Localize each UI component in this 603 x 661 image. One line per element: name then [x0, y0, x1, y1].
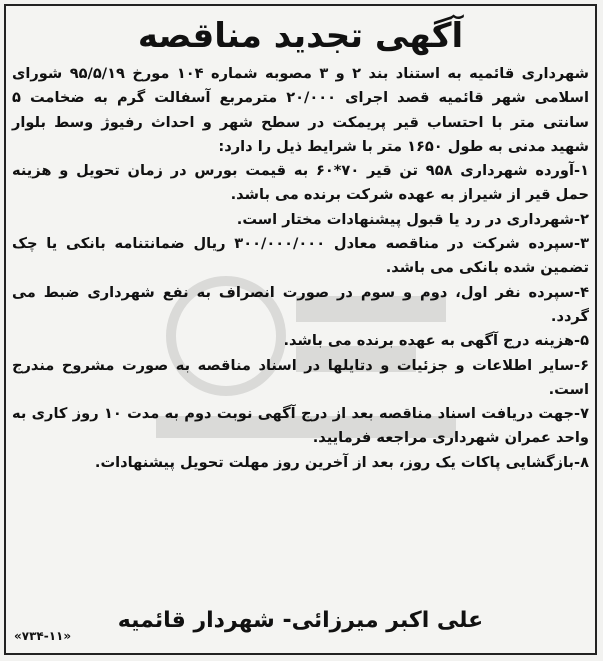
signature: علی اکبر میرزائی- شهردار قائمیه: [117, 608, 484, 633]
notice-frame: [4, 4, 597, 655]
notice-content: [12, 10, 589, 649]
notice-code: «۷۳۴-۱۱»: [14, 629, 72, 643]
condition-item-2: ۲-شهرداری در رد یا قبول پیشنهادات مختار است.: [236, 210, 589, 228]
condition-item-5: ۵-هزینه درج آگهی به عهده برنده می باشد.: [283, 332, 589, 350]
condition-item-4: ۴-سپرده نفر اول، دوم و سوم در صورت انصراف به نفع شهرداری ضبط می گردد.: [12, 283, 589, 325]
notice-title: آگهی تجدید مناقصه: [137, 16, 464, 56]
notice-intro: شهرداری قائمیه به استناد بند ۲ و ۳ مصوبه شماره ۱۰۴ مورخ ۹۵/۵/۱۹ شورای اسلامی شهر قائمیه قصد اجرای ۲۰/۰۰۰ مترمربع آسفالت گرم به ضخامت ۵ سانتی متر با احتساب قیر پریمکت در سطح شهر و احداث رفیوژ وسط بلوار شهید مدنی به طول ۱۶۵۰ متر با شرایط ذیل را دارد:: [12, 65, 589, 155]
condition-item-7: ۷-جهت دریافت اسناد مناقصه بعد از درج آگهی نوبت دوم به مدت ۱۰ روز کاری به واحد عمران شهرداری مراجعه فرمایید.: [12, 405, 589, 447]
condition-item-6: ۶-سایر اطلاعات و جزئیات و دتایلها در اسناد مناقصه به صورت مشروح مندرج است.: [12, 356, 589, 398]
condition-item-3: ۳-سپرده شرکت در مناقصه معادل ۳۰۰/۰۰۰/۰۰۰ ریال ضمانتنامه بانکی یا چک تضمین شده بانکی می باشد.: [12, 235, 590, 277]
notice-body: [12, 62, 589, 475]
condition-item-1: ۱-آورده شهرداری ۹۵۸ تن قیر ۷۰*۶۰ به قیمت بورس در زمان تحویل و هزینه حمل قیر از شیراز به عهده شرکت برنده می باشد.: [12, 162, 589, 204]
condition-item-8: ۸-بازگشایی پاکات یک روز، بعد از آخرین روز مهلت تحویل پیشنهادات.: [94, 453, 589, 471]
